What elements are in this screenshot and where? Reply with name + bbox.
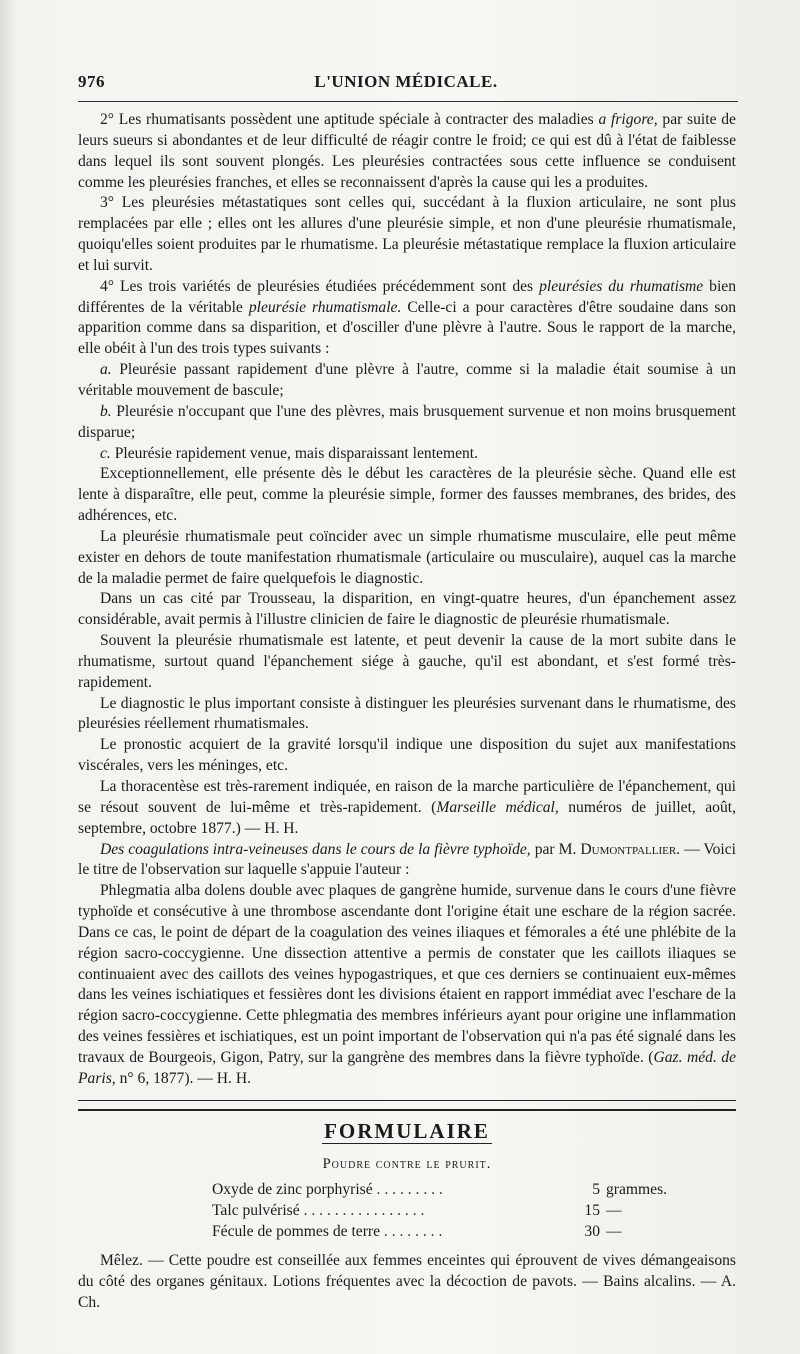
ingredient-quantity: 30 (584, 1223, 600, 1241)
formulaire-title: FORMULAIRE (324, 1118, 490, 1143)
paragraph-coincider: La pleurésie rhumatismale peut coïncider avec un simple rhumatisme musculaire, elle peut même exister en dehors de toute manifestation rhumatismale (articulaire ou musculaire), auquel cas la marche de la maladie permet de faire quelquefois le diagnostic. (78, 527, 736, 587)
recipe-title: Poudre contre le prurit. (322, 1155, 492, 1172)
ingredient-row: Fécule de pommes de terre . . . . . . . . 30 — (212, 1222, 736, 1243)
type-b: b. Pleurésie n'occupant que l'une des plèvres, mais brusquement survenue et non moins brusquement disparue; (78, 402, 736, 441)
recipe-note: Mêlez. — Cette poudre est conseillée aux femmes enceintes qui éprouvent de vives démangeaisons du côté des organes génitaux. Lotions fréquentes avec la décoction de pavots. — Bains alcalins. — A. Ch. (78, 1251, 736, 1311)
ingredient-row: Talc pulvérisé . . . . . . . . . . . . . . . . 15 — (212, 1201, 736, 1222)
journal-title: L'UNION MÉDICALE. (314, 72, 498, 91)
paragraph-thoracentese: La thoracentèse est très-rarement indiquée, en raison de la marche particulière de l'épanchement, qui se résout souvent de lui-même et très-rapidement. (Marseille médical, numéros de juillet, août, septembre, octobre 1877.) — H. H. (78, 778, 736, 837)
paragraph-latente: Souvent la pleurésie rhumatismale est latente, et peut devenir la cause de la mort subite dans le rhumatisme, surtout quand l'épanchement siége à gauche, qu'il est abondant, et s'est formé très-rapidement. (78, 632, 736, 691)
paragraph-varietes: 4° Les trois variétés de pleurésies étudiées précédemment sont des pleurésies du rhumatisme bien différentes de la véritable pleurésie rhumatismale. Celle-ci a pour caractères d'être soudaine dans son apparition comme dans sa disparition, et d'osciller d'une plèvre à l'autre. Sous le rapport de la marche, elle obéit à l'un des trois types suivants : (78, 277, 737, 358)
ingredient-unit: — (606, 1223, 622, 1241)
paragraph-phlegmatia: Phlegmatia alba dolens double avec plaques de gangrène humide, survenue dans le cours d'une fièvre typhoïde et consécutive à une thrombose ascendante dont l'origine était une eschare de la région sacrée. Dans ce cas, le point de départ de la coagulation des veines iliaques et fémorales a été une phlébite de la région sacro-coccygienne. Une dissection attentive a permis de constater que les caillots iliaques se continuaient avec des caillots des veines hypogastriques, et que ces derniers se continuaient eux-mêmes dans les veines ischiatiques et fessières dont les divisions étaient en rapport immédiat avec l'eschare de la région sacro-coccygienne. Cette phlegmatia des membres inférieurs ayant pour origine une inflammation des veines fessières et ischiatiques, est un point important de l'observation qui n'a pas été signalé dans les travaux de Bourgeois, Gigon, Patry, sur la gangrène des membres dans la fièvre typhoïde. (Gaz. méd. de Paris, n° 6, 1877). — H. H. (78, 882, 737, 1087)
ingredient-row: Oxyde de zinc porphyrisé . . . . . . . . . 5 grammes. (212, 1180, 736, 1201)
ingredient-unit: grammes. (606, 1181, 668, 1199)
recipe-ingredients (212, 1180, 736, 1243)
page-number: 976 (78, 72, 105, 91)
type-a: a. Pleurésie passant rapidement d'une plèvre à l'autre, comme si la maladie était soumise à un véritable mouvement de bascule; (78, 361, 736, 399)
paragraph-rhumatisants: 2° Les rhumatisants possèdent une aptitude spéciale à contracter des maladies a frigore, par suite de leurs sueurs si abondantes et de leur difficulté de réagir contre le froid; ce qui est dû à l'état de faiblesse dans lequel ils sont souvent plongés. Les pleurésies contractées sous cette influence se conduisent comme les pleurésies franches, et elles se reconnaissent d'après la cause qui les a produites. (78, 111, 736, 191)
header-rule (78, 101, 738, 102)
ingredient-unit: — (606, 1202, 622, 1220)
type-c: c. Pleurésie rapidement venue, mais disparaissant lentement. (100, 444, 479, 462)
coagulations-heading: Des coagulations intra-veineuses dans le cours de la fièvre typhoïde, par M. Dumontpallier. — Voici le titre de l'observation sur laquelle s'appuie l'auteur : (78, 840, 737, 879)
article-body (78, 110, 736, 1313)
paragraph-exceptionnellement: Exceptionnellement, elle présente dès le début les caractères de la pleurésie sèche. Quand elle est lente à disparaître, elle peut, comme la pleurésie simple, former des fausses membranes, des brides, des adhérences, etc. (78, 465, 736, 525)
paragraph-diagnostic: Le diagnostic le plus important consiste à distinguer les pleurésies survenant dans le rhumatisme, des pleurésies réellement rhumatismales. (78, 694, 736, 733)
paragraph-pronostic: Le pronostic acquiert de la gravité lorsqu'il indique une disposition du sujet aux manifestations viscérales, vers les méninges, etc. (78, 736, 736, 775)
ingredient-quantity: 5 (592, 1181, 600, 1199)
ingredient-name: Fécule de pommes de terre (212, 1223, 380, 1241)
ingredient-name: Talc pulvérisé (212, 1202, 300, 1220)
page-header (78, 72, 734, 98)
paragraph-metastatiques: 3° Les pleurésies métastatiques sont celles qui, succédant à la fluxion articulaire, ne sont plus remplacées par elle ; elles ont les allures d'une pleurésie simple, et non d'une pleurésie rhumatismale, quoiqu'elles soient produites par le rhumatisme. La pleurésie métastatique remplace la fluxion articulaire et lui survit. (78, 194, 736, 274)
paragraph-trousseau: Dans un cas cité par Trousseau, la disparition, en vingt-quatre heures, d'un épanchement assez considérable, avait permis à l'illustre clinicien de faire le diagnostic de pleurésie rhumatismale. (78, 590, 736, 629)
ingredient-name: Oxyde de zinc porphyrisé (212, 1181, 373, 1199)
ingredient-quantity: 15 (584, 1202, 600, 1220)
section-divider (78, 1100, 736, 1111)
